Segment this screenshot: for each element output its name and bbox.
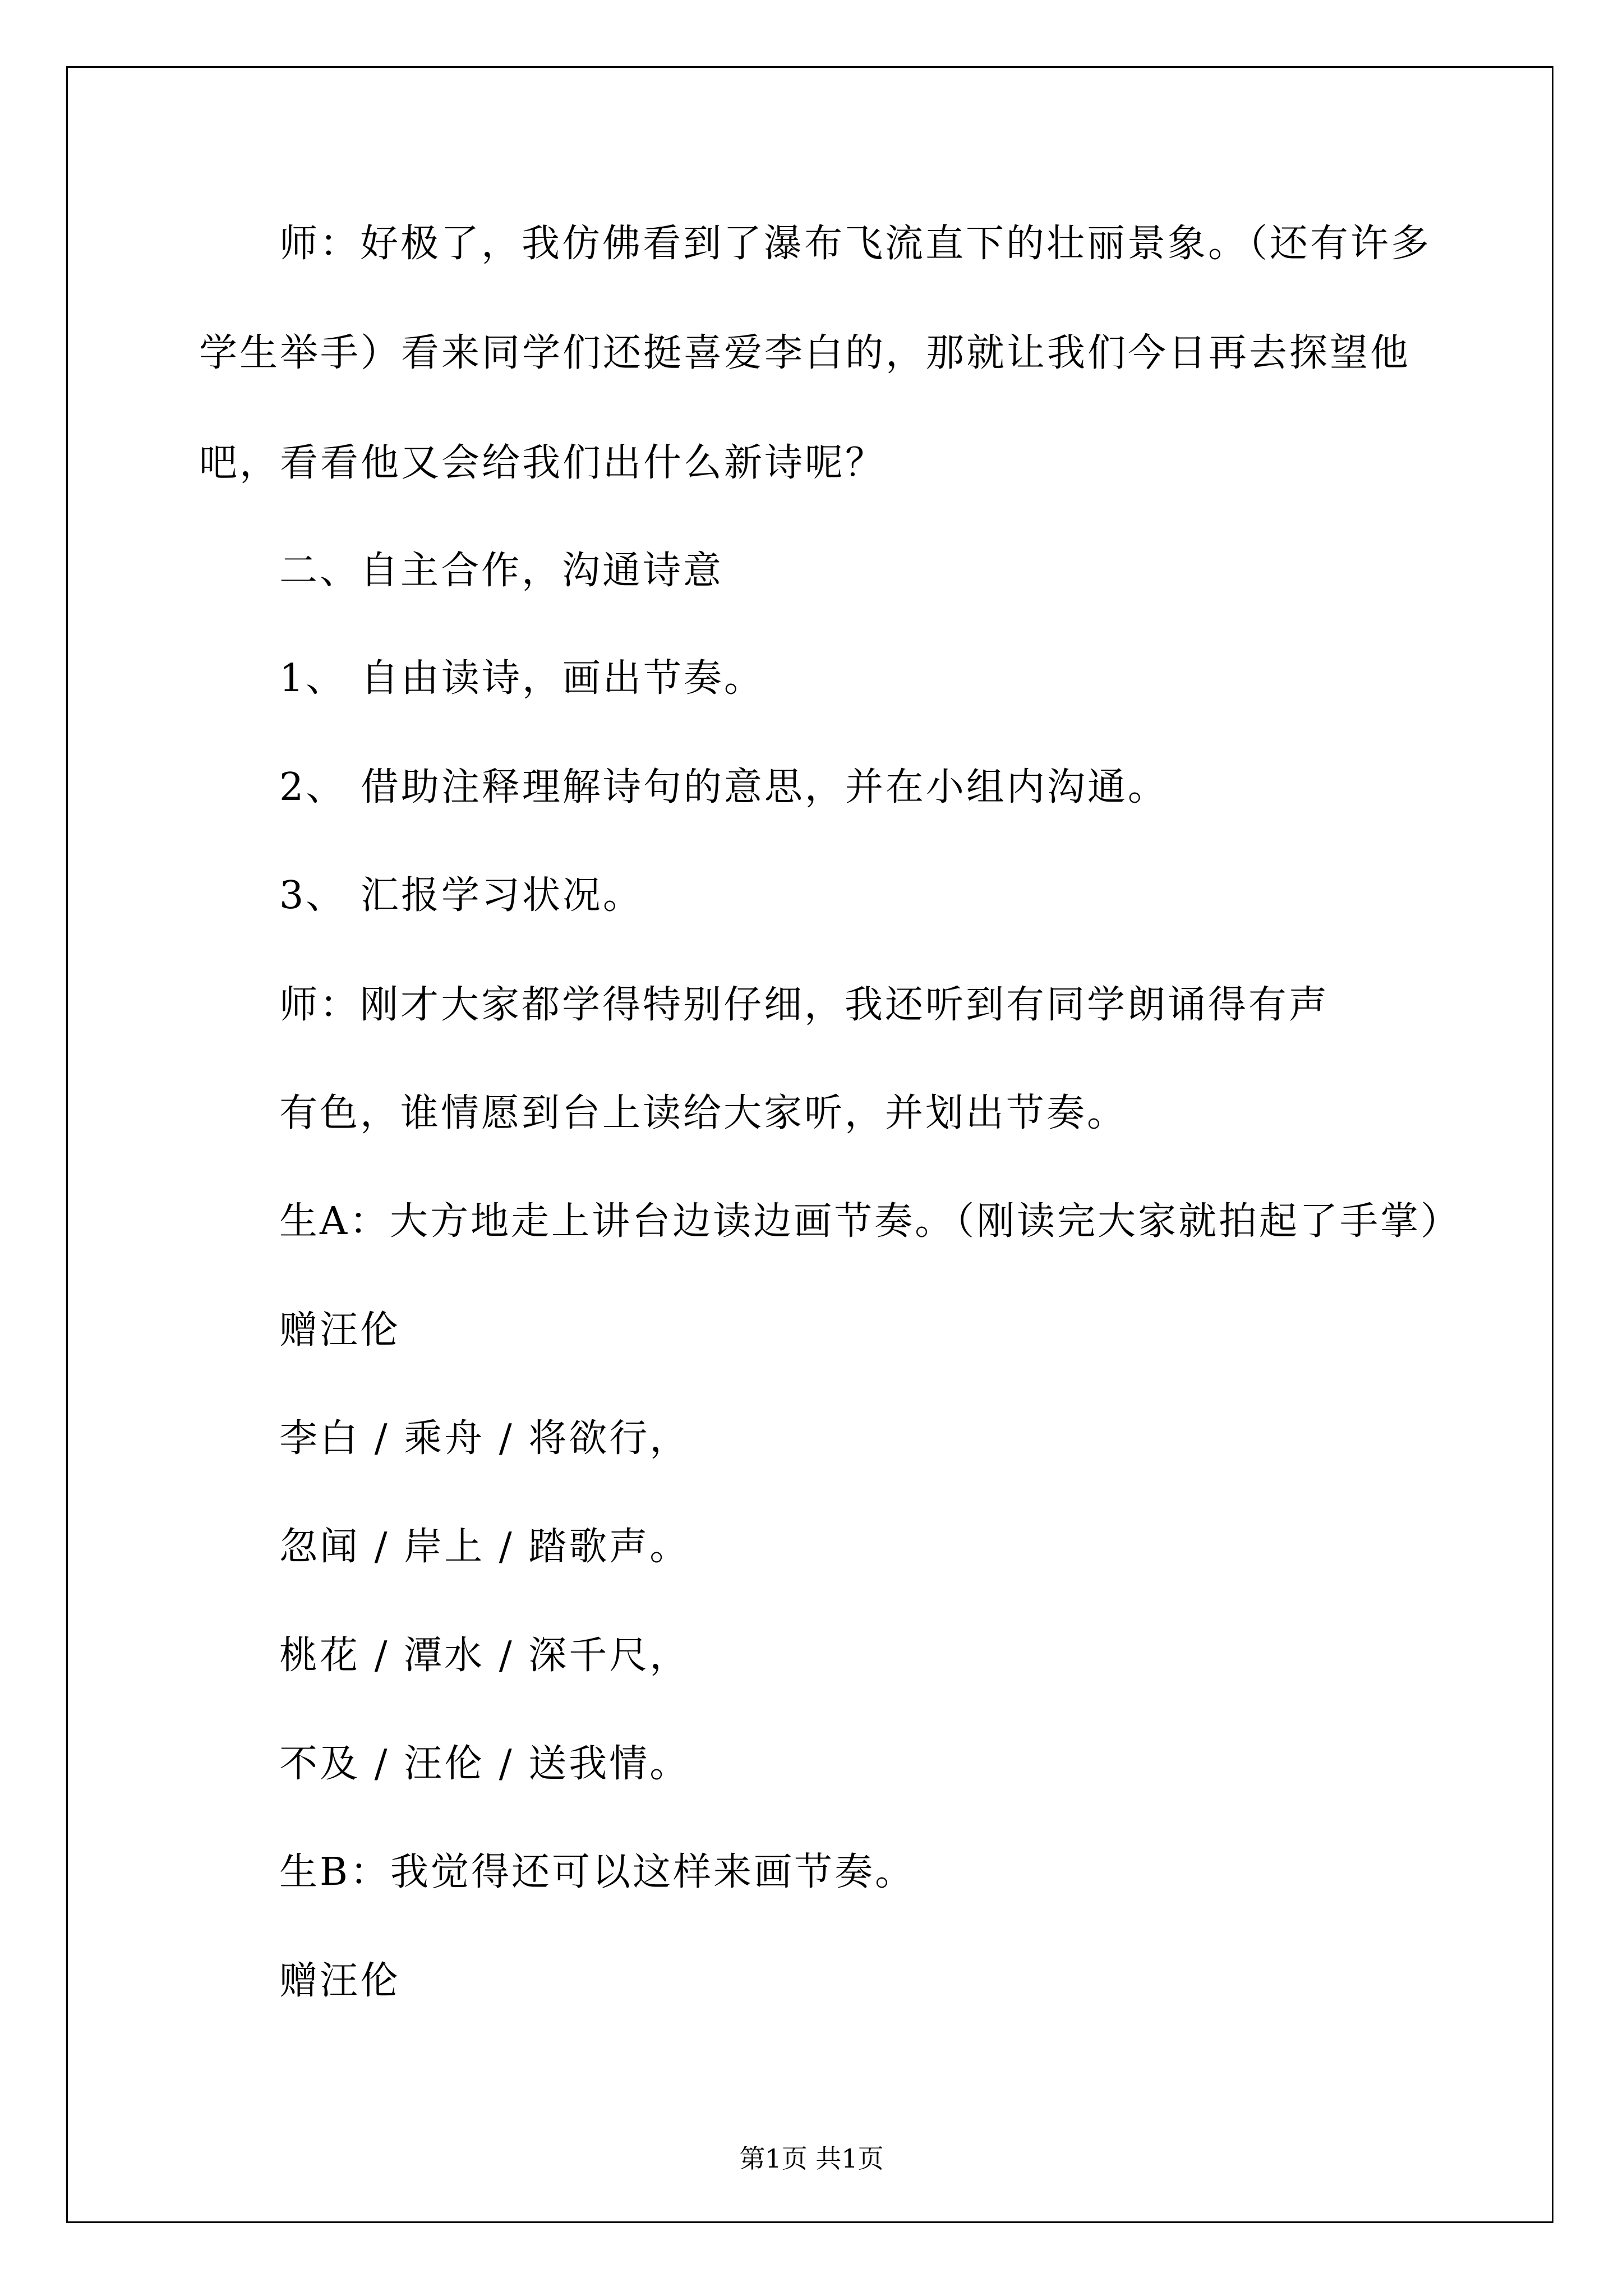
paragraph-line: 师：好极了，我仿佛看到了瀑布飞流直下的壮丽景象。（还有许多 (279, 222, 1432, 266)
paragraph-line: 学生举手）看来同学们还挺喜爱李白的，那就让我们今日再去探望他 (199, 331, 1411, 375)
poem-line: 忽闻 / 岸上 / 踏歌声。 (279, 1525, 690, 1569)
poem-line: 不及 / 汪伦 / 送我情。 (279, 1742, 690, 1786)
paragraph-line: 生A：大方地走上讲台边读边画节奏。（刚读完大家就拍起了手掌） (279, 1199, 1461, 1244)
list-item: 2、 借助注释理解诗句的意思，并在小组内沟通。 (279, 765, 1168, 809)
poem-title: 赠汪伦 (279, 1959, 401, 2003)
page-border (66, 66, 1553, 2223)
list-item: 3、 汇报学习状况。 (279, 873, 643, 918)
paragraph-line: 生B：我觉得还可以这样来画节奏。 (279, 1850, 915, 1894)
paragraph-line: 师：刚才大家都学得特别仔细，我还听到有同学朗诵得有声 (279, 983, 1330, 1027)
poem-line: 李白 / 乘舟 / 将欲行， (279, 1416, 690, 1461)
poem-title: 赠汪伦 (279, 1308, 401, 1352)
page-number-footer: 第1页 共1页 (739, 2143, 884, 2174)
section-heading: 二、自主合作，沟通诗意 (279, 549, 724, 593)
list-item: 1、 自由读诗，画出节奏。 (279, 656, 764, 701)
poem-line: 桃花 / 潭水 / 深千尺， (279, 1634, 690, 1678)
paragraph-line: 有色，谁情愿到台上读给大家听，并划出节奏。 (279, 1091, 1128, 1135)
paragraph-line: 吧，看看他又会给我们出什么新诗呢？ (199, 441, 886, 485)
